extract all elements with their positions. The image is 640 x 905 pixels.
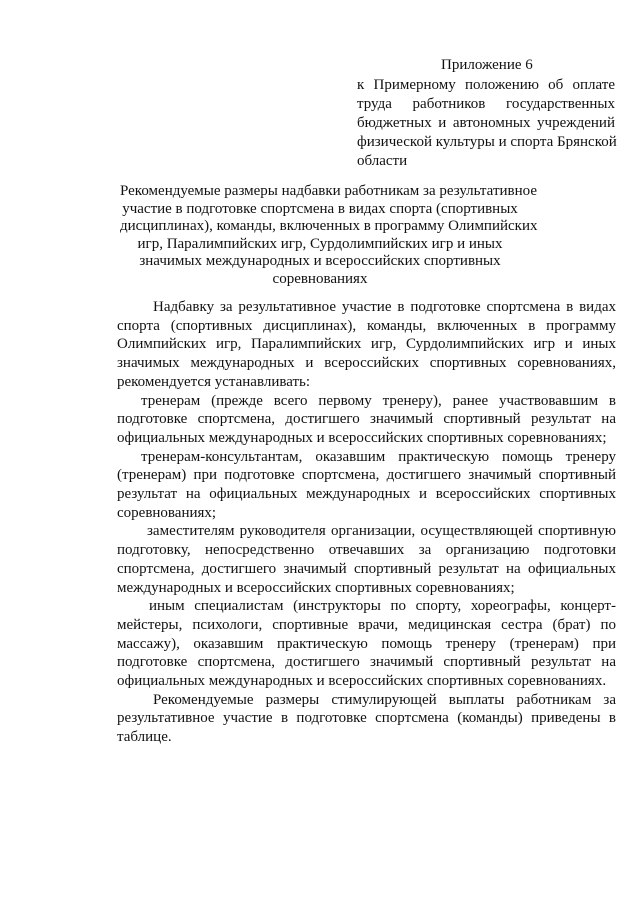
appendix-note-line: физической культуры и спорта Брянской [357, 134, 617, 150]
body-line: значимых международных и всероссийских спортивных соревнованиях, [117, 355, 616, 372]
paragraph-specialists [117, 597, 616, 691]
body-line: подготовке спортсмена, достигшего значимый спортивный результат на [117, 654, 616, 671]
body-line: подготовке спортсмена, достигшего значимый спортивный результат на [117, 411, 616, 428]
title-line: значимых международных и всероссийских спортивных [139, 253, 501, 269]
body-line: тренерам-консультантам, оказавшим практическую помощь тренеру [141, 448, 616, 465]
paragraph-coaches [117, 392, 616, 448]
appendix-note [357, 76, 615, 171]
paragraph-deputies [117, 522, 616, 597]
body-line: заместителям руководителя организации, осуществляющей спортивную [147, 523, 616, 540]
body-line: спорта (спортивных дисциплинах), команды, включенных в программу [117, 317, 616, 334]
body-line: иным специалистам (инструкторы по спорту, хореографы, концерт- [149, 598, 616, 615]
paragraph-consultants [117, 448, 616, 523]
body-line: международных и всероссийских спортивных соревнованиях; [117, 579, 515, 596]
title-line: Рекомендуемые размеры надбавки работникам за результативное [120, 183, 537, 199]
document-body [117, 298, 616, 747]
appendix-note-line: области [357, 153, 408, 169]
body-line: тренерам (прежде всего первому тренеру), ранее участвовавшим в [141, 392, 616, 409]
paragraph-conclusion [117, 691, 616, 747]
body-line: спортсмена, достигшего значимый спортивный результат на официальных [117, 560, 616, 577]
appendix-note-line: бюджетных и автономных учреждений [357, 115, 615, 131]
body-line: результат на официальных международных и всероссийских спортивных [117, 486, 616, 503]
title-line: участие в подготовке спортсмена в видах спорта (спортивных [122, 200, 518, 217]
body-line: Олимпийских игр, Паралимпийских игр, Сурдолимпийских игр и иных [117, 336, 616, 353]
body-line: Надбавку за результативное участие в подготовке спортсмена в видах [153, 299, 616, 315]
paragraph-intro [117, 298, 616, 392]
body-line: (тренерам) при подготовке спортсмена, достигшего значимый спортивный [117, 467, 616, 484]
body-line: соревнованиях; [117, 504, 217, 521]
appendix-note-line: к Примерному положению об оплате [357, 77, 615, 93]
body-line: официальных международных и всероссийских спортивных соревнованиях; [117, 429, 607, 446]
body-line: подготовку, непосредственно отвечавших за организацию подготовки [117, 542, 616, 559]
body-line: мейстеры, психологи, спортивные врачи, медицинская сестра (брат) по [117, 616, 616, 633]
body-line: Рекомендуемые размеры стимулирующей выплаты работникам за [153, 691, 616, 708]
body-line: результативное участие в подготовке спортсмена (команды) приведены в [117, 710, 616, 727]
body-line: массажу), оказавшим практическую помощь тренеру (тренерам) при [117, 635, 616, 652]
title-line: игр, Паралимпийских игр, Сурдолимпийских игр и иных [137, 235, 503, 252]
appendix-note-line: труда работников государственных [357, 96, 615, 112]
title-line: дисциплинах), команды, включенных в программу Олимпийских [120, 218, 538, 234]
body-line: официальных международных и всероссийских спортивных соревнованиях. [117, 673, 607, 690]
title-line: соревнованиях [272, 270, 368, 287]
document-title [120, 183, 538, 288]
appendix-title: Приложение 6 [441, 57, 533, 73]
body-line: рекомендуется устанавливать: [117, 373, 311, 390]
body-line: таблице. [117, 729, 172, 746]
